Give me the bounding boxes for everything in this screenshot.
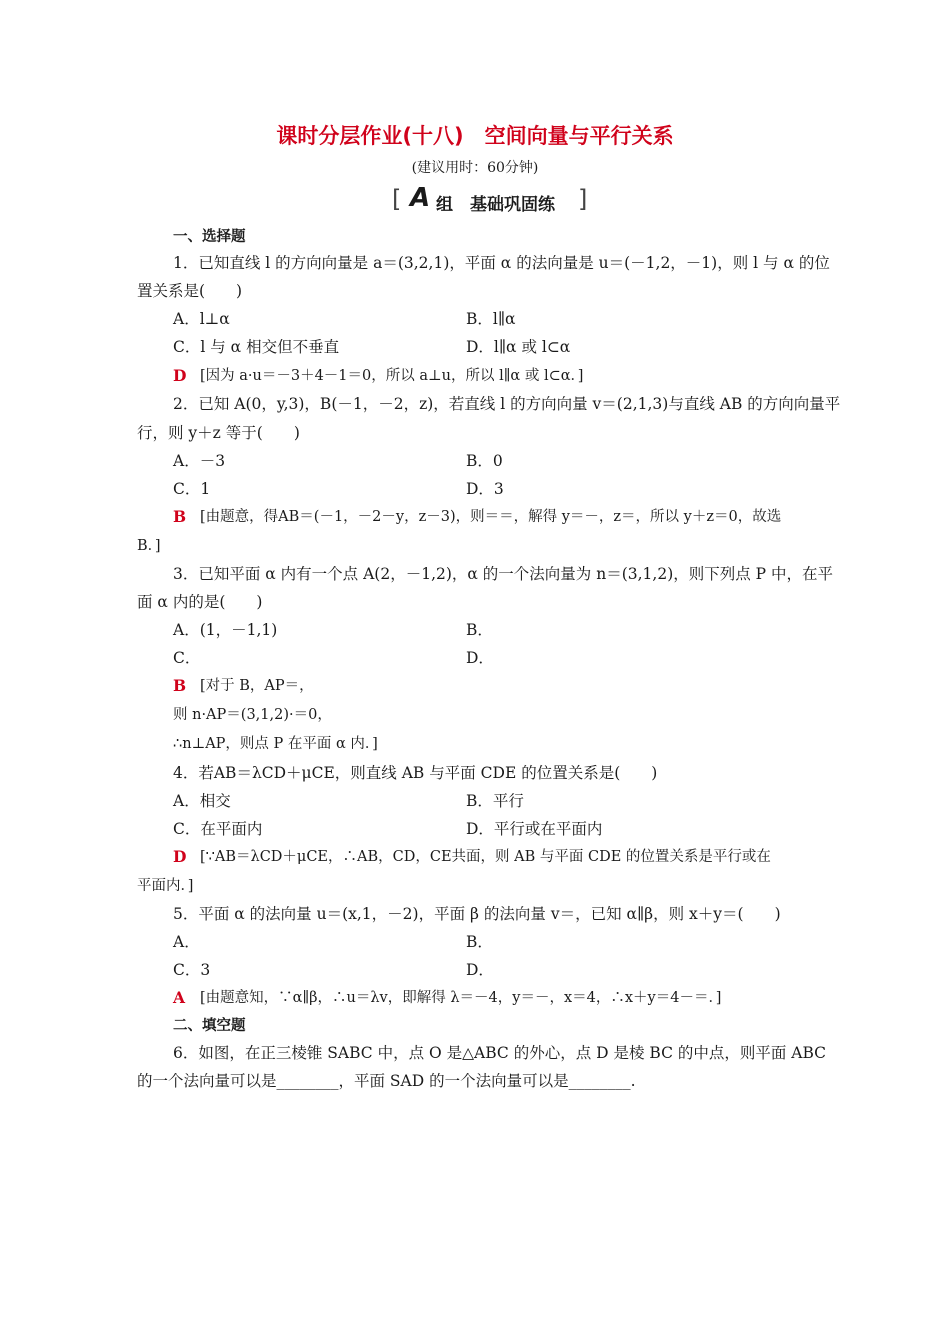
q1-option-d: D．l∥α 或 l⊂α [466,338,571,356]
q3-solution-3: ∴n⊥AP，则点 P 在平面 α 内．] [173,736,378,752]
q2-solution-cont: B．] [137,538,161,554]
q3-option-b: B． [466,621,493,639]
right-bracket-icon: ] [578,185,588,213]
page-title: 课时分层作业(十八) 空间向量与平行关系 [276,124,674,148]
q2-option-b: B．0 [466,452,503,470]
q2-option-d: D．3 [466,480,504,498]
section-heading-fill: 二、填空题 [173,1018,246,1034]
group-letter: A [410,183,431,213]
q2-option-a: A．－3 [173,452,226,470]
q1-option-b: B．l∥α [466,310,516,328]
q3-stem: 3．已知平面 α 内有一个点 A(2，－1,2)，α 的一个法向量为 n＝(3,1,2)，则下列点 P 中，在平 [173,565,834,583]
q5-option-b: B． [466,933,493,951]
q4-option-c: C．在平面内 [173,820,263,838]
group-label: 组 基础巩固练 [436,195,555,215]
q2-option-c: C．1 [173,480,211,498]
q3-option-d: D． [466,649,494,667]
q4-option-d: D．平行或在平面内 [466,820,603,838]
q3-answer: B [173,676,187,695]
q1-option-a: A．l⊥α [173,310,230,328]
q4-answer: D [173,847,187,866]
q5-answer: A [173,988,186,1007]
q4-stem: 4．若AB＝λCD＋μCE，则直线 AB 与平面 CDE 的位置关系是( ) [173,764,658,782]
q3-solution-2: 则 n·AP＝(3,1,2)·＝0， [173,707,332,723]
q4-solution: [∵AB＝λCD＋μCE，∴AB，CD，CE共面，则 AB 与平面 CDE 的位置关系是平行或在 [200,849,771,865]
q6-stem-cont: 的一个法向量可以是________，平面 SAD 的一个法向量可以是________. [137,1072,636,1090]
q2-stem-cont: 行，则 y＋z 等于( ) [137,424,300,442]
q2-stem: 2．已知 A(0，y,3)，B(－1，－2，z)，若直线 l 的方向向量 v＝(2,1,3)与直线 AB 的方向向量平 [173,395,841,413]
q5-option-d: D． [466,961,494,979]
suggested-time: (建议用时：60分钟) [411,160,539,176]
q5-solution: [由题意知，∵α∥β，∴u＝λv，即解得 λ＝－4，y＝－，x＝4，∴x＋y＝4－＝．] [200,990,722,1006]
q2-solution: [由题意，得AB＝(－1，－2－y，z－3)，则＝＝，解得 y＝－，z＝，所以 y＋z＝0，故选 [200,509,782,525]
q3-solution-1: [对于 B，AP＝， [200,678,314,694]
q1-solution: [因为 a·u＝－3＋4－1＝0，所以 a⊥u，所以 l∥α 或 l⊂α．] [200,368,584,384]
q3-option-a: A．(1，－1,1) [173,621,278,639]
q4-option-b: B．平行 [466,792,524,810]
q1-stem: 1．已知直线 l 的方向向量是 a＝(3,2,1)，平面 α 的法向量是 u＝(－1,2，－1)，则 l 与 α 的位 [173,254,830,272]
q6-stem: 6．如图，在正三棱锥 SABC 中，点 O 是△ABC 的外心，点 D 是棱 BC 的中点，则平面 ABC [173,1044,827,1062]
q4-solution-cont: 平面内．] [137,878,194,894]
section-heading-choice: 一、选择题 [173,229,246,245]
q5-option-a: A． [173,933,200,951]
q4-option-a: A．相交 [173,792,231,810]
group-a-banner [392,183,592,217]
q1-answer: D [173,366,187,385]
q5-option-c: C．3 [173,961,211,979]
q1-option-c: C．l 与 α 相交但不垂直 [173,338,340,356]
q1-stem-cont: 置关系是( ) [137,282,243,300]
q3-stem-cont: 面 α 内的是( ) [137,593,263,611]
left-bracket-icon: [ [392,185,402,213]
q5-stem: 5．平面 α 的法向量 u＝(x,1，－2)，平面 β 的法向量 v＝，已知 α∥β，则 x＋y＝( ) [173,905,781,923]
q3-option-c: C． [173,649,201,667]
q2-answer: B [173,507,187,526]
